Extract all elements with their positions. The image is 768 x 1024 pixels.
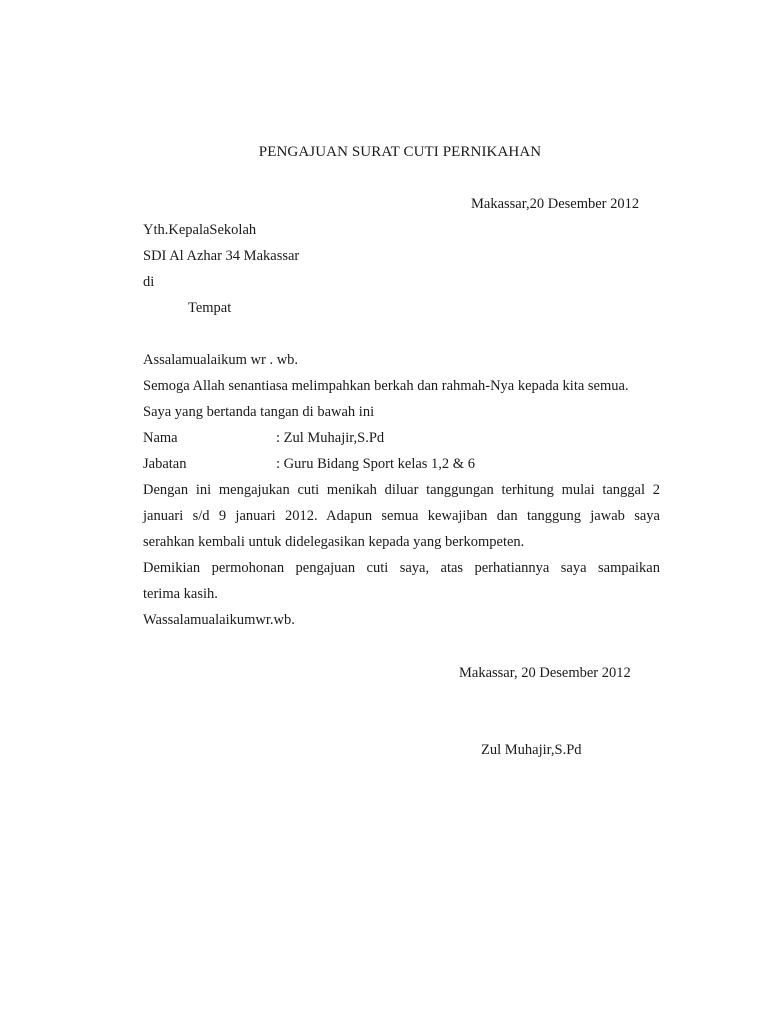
position-value: : Guru Bidang Sport kelas 1,2 & 6 [276, 456, 475, 472]
recipient-line-4: Tempat [188, 300, 232, 316]
name-row [143, 429, 384, 447]
paragraph-request-line-3: serahkan kembali untuk didelegasikan kepada yang berkompeten. [143, 534, 525, 550]
position-row [143, 455, 475, 473]
date-top: Makassar,20 Desember 2012 [471, 196, 640, 212]
date-bottom: Makassar, 20 Desember 2012 [459, 665, 631, 681]
paragraph-request-line-1: Dengan ini mengajukan cuti menikah diluar tanggungan terhitung mulai tanggal 2 [143, 482, 660, 498]
paragraph-closing-line-2: terima kasih. [143, 586, 218, 602]
paragraph-closing-line-1: Demikian permohonan pengajuan cuti saya, atas perhatiannya saya sampaikan [143, 560, 660, 576]
recipient-line-2: SDI Al Azhar 34 Makassar [143, 248, 300, 264]
intro-line: Saya yang bertanda tangan di bawah ini [143, 404, 375, 420]
letter-title: PENGAJUAN SURAT CUTI PERNIKAHAN [258, 144, 542, 160]
position-label: Jabatan [143, 456, 187, 472]
greeting: Assalamualaikum wr . wb. [143, 352, 299, 368]
paragraph-closing [143, 555, 660, 607]
name-value: : Zul Muhajir,S.Pd [276, 430, 385, 446]
paragraph-request [143, 477, 660, 555]
signature-name: Zul Muhajir,S.Pd [481, 742, 582, 758]
closing-salutation: Wassalamualaikumwr.wb. [143, 612, 295, 628]
recipient-line-3: di [143, 274, 155, 290]
name-label: Nama [143, 430, 178, 446]
recipient-line-1: Yth.KepalaSekolah [143, 222, 257, 238]
opening-line: Semoga Allah senantiasa melimpahkan berkah dan rahmah-Nya kepada kita semua. [143, 378, 629, 394]
paragraph-request-line-2: januari s/d 9 januari 2012. Adapun semua kewajiban dan tanggung jawab saya [143, 508, 660, 524]
